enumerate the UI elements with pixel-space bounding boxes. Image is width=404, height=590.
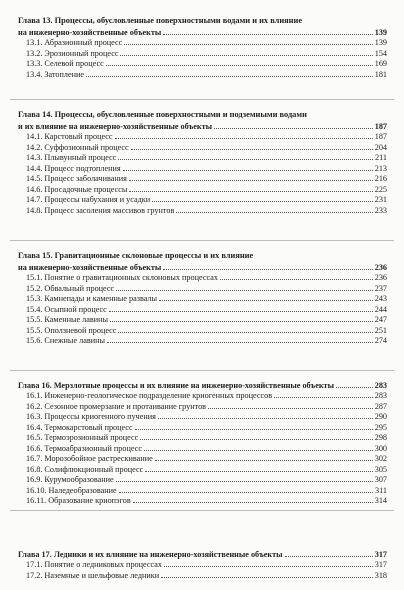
leader-dots — [144, 450, 373, 451]
page-number: 317 — [374, 560, 387, 569]
leader-dots — [118, 332, 372, 333]
entry-label: 13.1. Абразионный процесс — [26, 38, 123, 47]
leader-dots — [152, 201, 373, 202]
page-number: 317 — [374, 549, 387, 559]
chapter-title-line1: Глава 14. Процессы, обусловленные поверхностными и подземными водами — [18, 110, 307, 119]
page-number: 287 — [374, 401, 387, 411]
section-divider — [10, 510, 394, 511]
leader-dots — [123, 170, 373, 171]
leader-dots — [109, 311, 373, 312]
toc-entry[interactable] — [26, 293, 387, 304]
entry-label: 16.10. Наледеобразование — [26, 485, 117, 495]
entry-label: 14.8. Процесс засоления массивов грунтов — [26, 205, 175, 215]
section-divider — [10, 370, 394, 371]
chapter-17 — [18, 548, 387, 580]
toc-entry[interactable] — [26, 37, 387, 48]
toc-entry[interactable] — [26, 453, 387, 464]
chapter-title-line2: на инженерно-хозяйственные объекты — [18, 262, 162, 272]
entry-label: 14.4. Процесс подтопления — [26, 163, 121, 173]
toc-entry[interactable] — [26, 390, 387, 401]
entry-label: 16.2. Сезонное промерзание и протаивание грунтов — [26, 401, 207, 411]
entry-label: 16.5. Термоэрозионный процесс — [26, 433, 139, 442]
leader-dots — [161, 577, 373, 578]
page-number: 300 — [374, 443, 387, 453]
toc-entry[interactable] — [26, 442, 387, 453]
leader-dots — [208, 408, 373, 409]
toc-entry[interactable] — [26, 204, 387, 215]
chapter-title-line2: и их влияние на инженерно-хозяйственные объекты — [18, 121, 213, 131]
entry-label: 16.9. Курумообразование — [26, 475, 114, 484]
entry-label: 13.3. Селевой процесс — [26, 59, 104, 68]
page-number: 302 — [374, 454, 387, 463]
leader-dots — [120, 55, 372, 56]
page-number: 236 — [374, 273, 387, 282]
page-number: 204 — [374, 142, 387, 152]
page-number: 211 — [375, 153, 387, 162]
leader-dots — [135, 429, 373, 430]
entry-label: 15.4. Осыпной процесс — [26, 304, 107, 314]
entry-label: 15.2. Обвальный процесс — [26, 283, 115, 293]
entry-label: 15.5. Оползневой процесс — [26, 325, 117, 335]
section-divider — [10, 99, 394, 100]
toc-entry[interactable] — [26, 484, 387, 495]
leader-dots — [285, 556, 373, 557]
page-number: 274 — [374, 336, 387, 345]
page-number: 169 — [374, 59, 387, 68]
toc-entry[interactable] — [26, 272, 387, 283]
chapter-title-line2-row[interactable] — [18, 261, 387, 272]
leader-dots — [163, 269, 372, 270]
page-number: 213 — [374, 163, 387, 173]
toc-entry[interactable] — [26, 335, 387, 346]
leader-dots — [214, 128, 373, 129]
toc-entry[interactable] — [26, 463, 387, 474]
page-number: 154 — [374, 48, 387, 58]
leader-dots — [115, 138, 373, 139]
toc-entry[interactable] — [26, 58, 387, 69]
page-number: 247 — [374, 315, 387, 324]
leader-dots — [119, 492, 373, 493]
page-number: 298 — [374, 433, 387, 442]
leader-dots — [106, 65, 373, 66]
entry-label: 17.2. Наземные и шельфовые ледники — [26, 570, 160, 580]
toc-entry[interactable] — [26, 47, 387, 58]
toc-entry[interactable] — [26, 559, 387, 570]
chapter-title-line1: Глава 15. Гравитационные склоновые процессы и их влияние — [18, 251, 254, 260]
page-number: 244 — [374, 304, 387, 314]
entry-label: 16.3. Процессы криогенного пучения — [26, 412, 156, 421]
entry-label: 16.4. Термокарстовый процесс — [26, 422, 133, 432]
toc-entry[interactable] — [26, 131, 387, 142]
leader-dots — [116, 481, 373, 482]
page-number: 139 — [374, 38, 387, 47]
leader-dots — [140, 439, 372, 440]
entry-label: 16.1. Инженерно-геологическое подразделение криогенных процессов — [26, 391, 273, 400]
page-number: 216 — [374, 174, 387, 183]
leader-dots — [129, 180, 373, 181]
page-number: 187 — [374, 132, 387, 141]
toc-entry[interactable] — [26, 141, 387, 152]
entry-label: 14.1. Карстовый процесс — [26, 132, 113, 141]
chapter-14 — [18, 110, 387, 215]
leader-dots — [164, 566, 373, 567]
toc-entry[interactable] — [26, 324, 387, 335]
leader-dots — [133, 502, 373, 503]
entry-label: 16.6. Термоабразионный процесс — [26, 443, 142, 453]
leader-dots — [116, 290, 373, 291]
leader-dots — [124, 44, 372, 45]
page-number: 237 — [374, 283, 387, 293]
page-number: 314 — [374, 496, 387, 505]
page-number: 295 — [374, 422, 387, 432]
page-number: 251 — [374, 325, 387, 335]
chapter-13 — [18, 16, 387, 79]
leader-dots — [107, 342, 373, 343]
entry-label: 16.7. Морозобойное растрескивание — [26, 454, 153, 463]
page-number: 283 — [374, 391, 387, 400]
page-number: 181 — [374, 69, 387, 79]
chapter-title-line2-row[interactable] — [18, 120, 387, 131]
leader-dots — [220, 279, 373, 280]
toc-entry[interactable] — [26, 183, 387, 194]
chapter-title — [18, 110, 387, 120]
page-number: 225 — [374, 184, 387, 194]
chapter-title-line1-row[interactable] — [18, 379, 387, 390]
page-number: 236 — [374, 262, 387, 272]
leader-dots — [155, 460, 373, 461]
toc-entry[interactable] — [26, 282, 387, 293]
page-number: 311 — [375, 485, 387, 495]
page-number: 231 — [374, 195, 387, 204]
page-number: 187 — [374, 121, 387, 131]
entry-label: 15.5. Каменные лавины — [26, 315, 109, 324]
chapter-title-line1: Глава 13. Процессы, обусловленные поверхностными водами и их влияние — [18, 16, 303, 25]
toc-entry[interactable] — [26, 173, 387, 184]
chapter-title-line2: на инженерно-хозяйственные объекты — [18, 27, 162, 37]
toc-entry[interactable] — [26, 314, 387, 325]
chapter-16 — [18, 379, 387, 505]
toc-entry[interactable] — [26, 303, 387, 314]
leader-dots — [159, 300, 373, 301]
page-number: 283 — [374, 380, 387, 390]
entry-label: 15.6. Снежные лавины — [26, 336, 105, 345]
leader-dots — [86, 76, 373, 77]
chapter-title — [18, 251, 387, 261]
entry-label: 15.1. Понятие о гравитационных склоновых процессах — [26, 273, 218, 282]
chapter-15 — [18, 251, 387, 345]
entry-label: 13.2. Эрозионный процесс — [26, 48, 119, 58]
entry-label: 14.6. Просадочные процессы — [26, 184, 128, 194]
entry-label: 16.11. Образование криопэгов — [26, 496, 131, 505]
toc-entry[interactable] — [26, 68, 387, 79]
entry-label: 14.7. Процессы набухания и усадки — [26, 195, 151, 204]
chapter-title-line1: Глава 16. Мерзлотные процессы и их влияние на инженерно-хозяйственные объекты — [18, 380, 334, 390]
leader-dots — [163, 34, 372, 35]
chapter-title-line1-row[interactable] — [18, 548, 387, 559]
page-number: 139 — [374, 27, 387, 37]
toc-entry[interactable] — [26, 569, 387, 580]
toc-entry[interactable] — [26, 495, 387, 506]
entry-label: 17.1. Понятие о ледниковых процессах — [26, 560, 162, 569]
toc-entry[interactable] — [26, 162, 387, 173]
entry-label: 13.4. Затопление — [26, 69, 85, 79]
page-number: 318 — [374, 570, 387, 580]
chapter-title-line2-row[interactable] — [18, 26, 387, 37]
entry-label: 15.3. Камнепады и каменные развалы — [26, 294, 158, 303]
toc-entry[interactable] — [26, 194, 387, 205]
leader-dots — [131, 149, 373, 150]
chapter-title-line1: Глава 17. Ледники и их влияние на инженерно-хозяйственные объекты — [18, 549, 283, 559]
leader-dots — [118, 159, 373, 160]
chapter-title — [18, 16, 387, 26]
leader-dots — [158, 418, 373, 419]
toc-entry[interactable] — [26, 400, 387, 411]
page-number: 243 — [374, 294, 387, 303]
entry-label: 16.8. Солифлюкционный процесс — [26, 464, 144, 474]
page-number: 290 — [374, 412, 387, 421]
section-divider — [10, 240, 394, 241]
page-number: 305 — [374, 464, 387, 474]
toc-entry[interactable] — [26, 474, 387, 485]
leader-dots — [176, 212, 372, 213]
page-number: 233 — [374, 205, 387, 215]
toc-entry[interactable] — [26, 411, 387, 422]
leader-dots — [336, 387, 373, 388]
page-number: 307 — [374, 475, 387, 484]
leader-dots — [145, 471, 372, 472]
leader-dots — [274, 397, 373, 398]
entry-label: 14.3. Плывунный процесс — [26, 153, 117, 162]
entry-label: 14.5. Процесс заболачивания — [26, 174, 127, 183]
entry-label: 14.2. Суффозионный процесс — [26, 142, 129, 152]
leader-dots — [129, 191, 372, 192]
toc-entry[interactable] — [26, 421, 387, 432]
toc-entry[interactable] — [26, 152, 387, 163]
leader-dots — [110, 321, 373, 322]
toc-entry[interactable] — [26, 432, 387, 443]
